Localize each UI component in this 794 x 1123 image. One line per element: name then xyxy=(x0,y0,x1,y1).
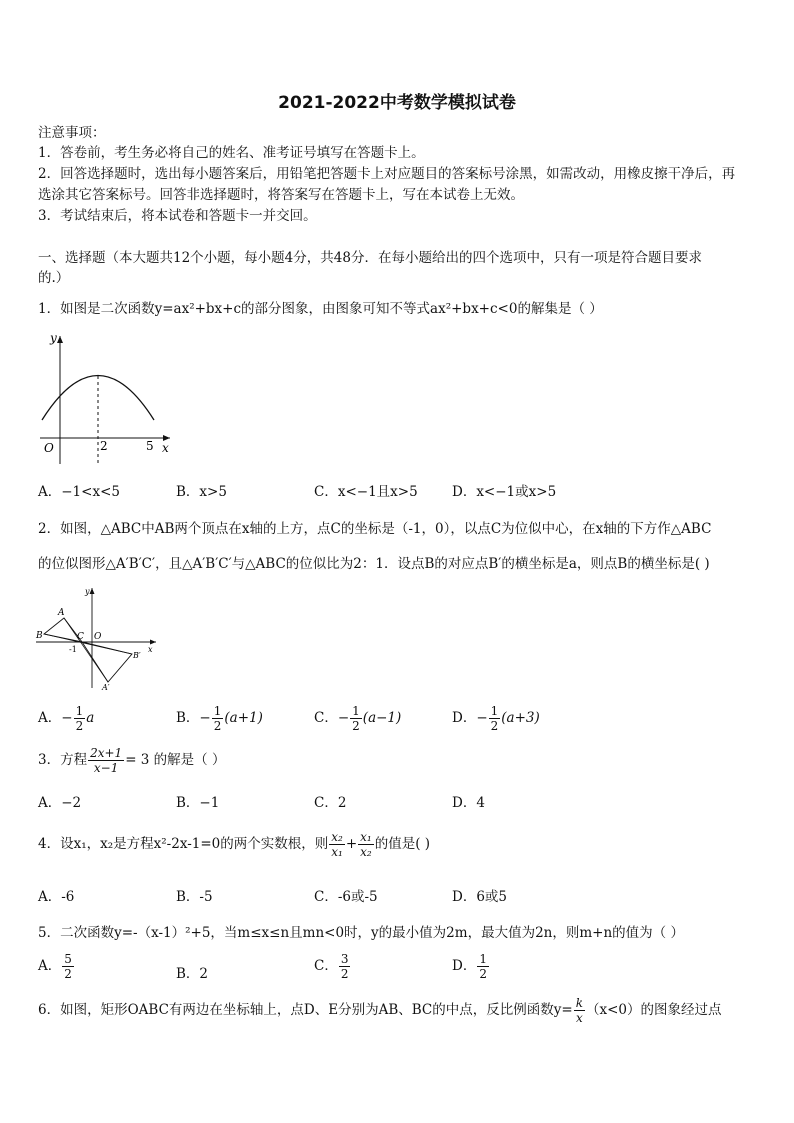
q2-label-o: O xyxy=(94,632,102,642)
q2-label-y: y xyxy=(85,587,90,596)
q1-y-label: y xyxy=(50,331,57,345)
q2-homothety-figure xyxy=(34,582,162,692)
q4-option-c: C．-6或-5 xyxy=(314,889,378,905)
q2-option-b: B．− $\frac{1}{2}$ (a+1) xyxy=(176,704,263,733)
q3-option-b: B．−1 xyxy=(176,795,220,811)
q4-option-a: A．-6 xyxy=(38,889,75,905)
question-5-stem: 5．二次函数y=-（x-1）²+5，当m≤x≤n且mn<0时，y的最小值为2m，最大值为2n，则m+n的值为（ ） xyxy=(38,925,684,941)
q5-option-b: B．2 xyxy=(176,966,209,982)
q1-option-b: B．x>5 xyxy=(176,484,227,500)
q1-x-label: x xyxy=(162,441,169,455)
page-title: 2021-2022中考数学模拟试卷 xyxy=(278,93,516,113)
question-1-stem: 1．如图是二次函数y=ax²+bx+c的部分图象，由图象可知不等式ax²+bx+c<0的解集是（ ） xyxy=(38,301,603,317)
q2-label-x: x xyxy=(148,645,153,654)
q2-label-minus1: -1 xyxy=(69,645,77,654)
q5-option-d: D． $\frac{1}{2}$ xyxy=(452,952,487,981)
q4-option-b: B．-5 xyxy=(176,889,213,905)
q1-parabola-graph xyxy=(36,326,176,466)
notice-item-1: 1．答卷前，考生务必将自己的姓名、准考证号填写在答题卡上。 xyxy=(38,145,425,161)
q2-label-a: A xyxy=(58,608,65,618)
notice-item-2: 2．回答选择题时，选出每小题答案后，用铅笔把答题卡上对应题目的答案标号涂黑，如需改动，用橡皮擦干净后，再 xyxy=(38,166,736,182)
q5-option-c: C． $\frac{3}{2}$ xyxy=(314,952,349,981)
q1-tick-2: 2 xyxy=(100,439,108,453)
q1-tick-5: 5 xyxy=(146,439,154,453)
question-6-stem: 6．如图，矩形OABC有两边在坐标轴上，点D、E分别为AB、BC的中点，反比例函数y= $\frac{k}{x}$ （x<0）的图象经过点 xyxy=(38,996,722,1025)
q3-option-a: A．−2 xyxy=(38,795,82,811)
notice-heading: 注意事项： xyxy=(38,125,106,141)
q2-label-c: C xyxy=(77,632,84,642)
q2-option-c: C．− $\frac{1}{2}$ (a−1) xyxy=(314,704,402,733)
notice-item-3: 3．考试结束后，将本试卷和答题卡一并交回。 xyxy=(38,208,317,224)
question-4-stem: 4．设x₁，x₂是方程x²-2x-1=0的两个实数根，则 $\frac{\text{x₂}}{\text{x₁}}$ + $\frac{\text{x₁}}{\text{x₂}}$ 的值是( ) xyxy=(38,830,431,859)
q2-label-aprime: A′ xyxy=(102,683,110,692)
notice-item-2-cont: 选涂其它答案标号。回答非选择题时，将答案写在答题卡上，写在本试卷上无效。 xyxy=(38,187,524,203)
q4-option-d: D．6或5 xyxy=(452,889,508,905)
q1-option-c: C．x<−1且x>5 xyxy=(314,484,418,500)
q2-label-b: B xyxy=(36,631,43,641)
q2-option-a: A．− $\frac{1}{2}$ a xyxy=(38,704,95,733)
section-heading-cont: 的.） xyxy=(38,270,70,286)
q5-option-a: A． $\frac{5}{2}$ xyxy=(38,952,72,981)
q1-option-d: D．x<−1或x>5 xyxy=(452,484,557,500)
q1-origin-label: O xyxy=(44,441,54,455)
question-2-line-1: 2．如图，△ABC中AB两个顶点在x轴的上方，点C的坐标是（-1，0），以点C为位似中心，在x轴的下方作△ABC xyxy=(38,521,712,537)
q1-option-a: A．−1<x<5 xyxy=(38,484,120,500)
section-heading: 一、选择题（本大题共12个小题，每小题4分，共48分．在每小题给出的四个选项中，只有一项是符合题目要求 xyxy=(38,250,702,266)
q3-option-c: C．2 xyxy=(314,795,347,811)
question-2-line-2: 的位似图形△A′B′C′，且△A′B′C′与△ABC的位似比为2：1．设点B的对应点B′的横坐标是a，则点B的横坐标是( ) xyxy=(38,556,710,572)
q2-option-d: D．− $\frac{1}{2}$ (a+3) xyxy=(452,704,540,733)
question-3-stem: 3．方程 $\frac{2x+1}{x-1}$ = 3 的解是（ ） xyxy=(38,746,226,775)
q2-label-bprime: B′ xyxy=(133,651,141,660)
q3-option-d: D．4 xyxy=(452,795,485,811)
